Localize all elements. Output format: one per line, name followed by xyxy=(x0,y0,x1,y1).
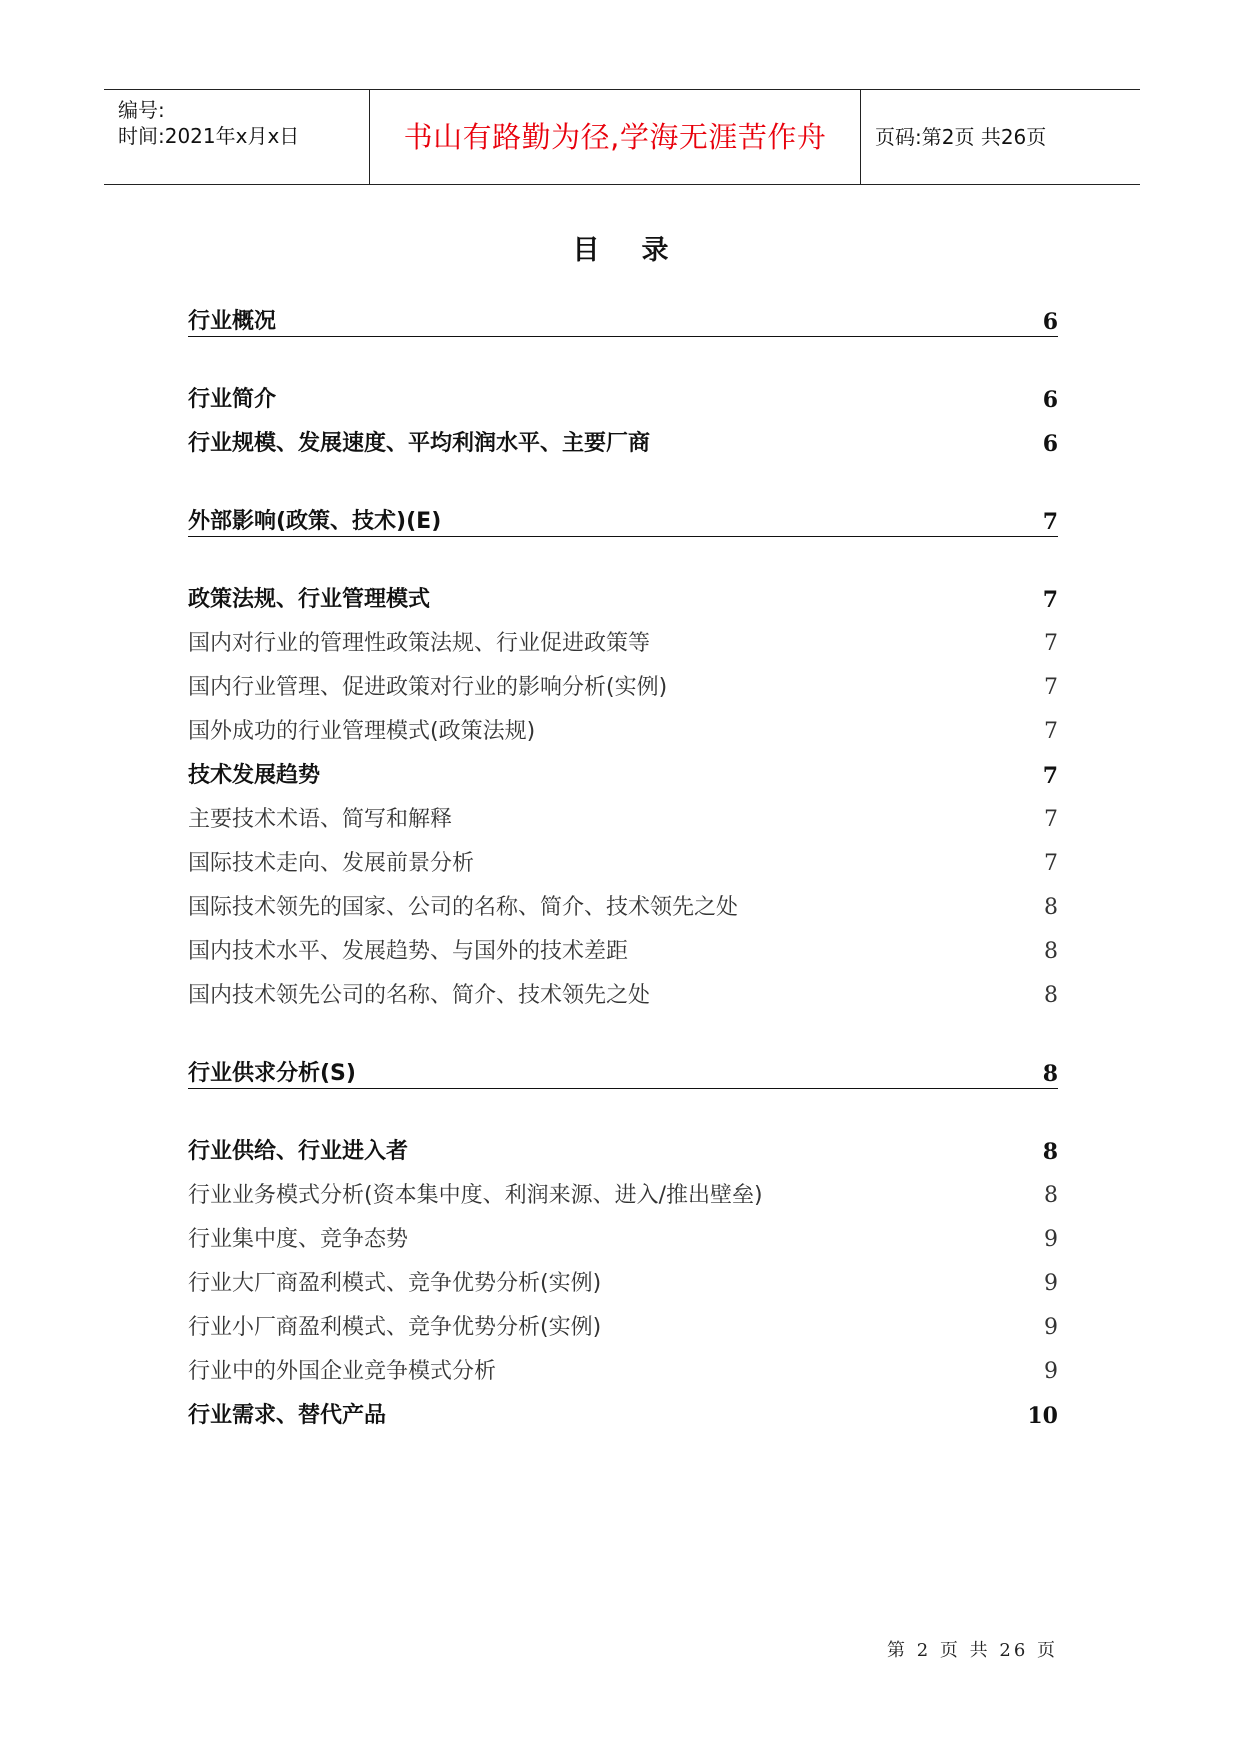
toc-entry-label: 行业需求、替代产品 xyxy=(188,1403,387,1428)
header-motto-cell xyxy=(370,90,861,184)
header-motto: 书山有路勤为径,学海无涯苦作舟 xyxy=(403,120,827,154)
toc-entry-page: 8 xyxy=(1042,1139,1058,1165)
toc-entry-page: 8 xyxy=(1044,895,1058,920)
toc-entry[interactable] xyxy=(188,580,1058,620)
toc-entry-label: 行业规模、发展速度、平均利润水平、主要厂商 xyxy=(188,431,651,456)
toc-entry[interactable] xyxy=(188,756,1058,796)
toc-entry[interactable] xyxy=(188,1396,1058,1436)
toc-entry[interactable] xyxy=(188,844,1058,884)
toc-entry-page: 7 xyxy=(1044,807,1058,832)
toc-entry[interactable] xyxy=(188,1264,1058,1304)
toc-entry-page: 9 xyxy=(1044,1271,1058,1296)
toc-entry-label: 行业供求分析(S) xyxy=(188,1061,356,1086)
toc-entry[interactable] xyxy=(188,424,1058,464)
toc-entry-page: 8 xyxy=(1044,983,1058,1008)
toc-entry[interactable] xyxy=(188,380,1058,420)
toc-entry-label: 行业概况 xyxy=(188,309,277,334)
toc-entry-label: 行业业务模式分析(资本集中度、利润来源、进入/推出壁垒) xyxy=(188,1183,763,1208)
toc-entry-label: 国际技术领先的国家、公司的名称、简介、技术领先之处 xyxy=(188,895,739,920)
toc-entry[interactable] xyxy=(188,712,1058,752)
toc-entry-page: 8 xyxy=(1044,1183,1058,1208)
toc-entry-label: 国内行业管理、促进政策对行业的影响分析(实例) xyxy=(188,675,668,700)
toc-entry[interactable] xyxy=(188,1176,1058,1216)
page-footer: 第 2 页 共 26 页 xyxy=(887,1640,1058,1661)
toc-entry-label: 政策法规、行业管理模式 xyxy=(188,587,431,612)
toc-entry-label: 行业中的外国企业竞争模式分析 xyxy=(188,1359,497,1384)
toc-entry-label: 国内技术水平、发展趋势、与国外的技术差距 xyxy=(188,939,629,964)
toc-entry-label: 行业供给、行业进入者 xyxy=(188,1139,409,1164)
toc-title: 目录 xyxy=(572,235,711,266)
toc-entry-label: 行业集中度、竞争态势 xyxy=(188,1227,409,1252)
toc-entry-page: 9 xyxy=(1044,1227,1058,1252)
toc-entry[interactable] xyxy=(188,1056,1058,1089)
toc-entry-page: 8 xyxy=(1044,939,1058,964)
toc-entry-label: 外部影响(政策、技术)(E) xyxy=(188,509,442,534)
toc-entry[interactable] xyxy=(188,976,1058,1016)
toc-entry-page: 6 xyxy=(1042,431,1058,457)
toc-entry-label: 国外成功的行业管理模式(政策法规) xyxy=(188,719,536,744)
toc-entry[interactable] xyxy=(188,304,1058,337)
toc-entry-label: 行业小厂商盈利模式、竞争优势分析(实例) xyxy=(188,1315,602,1340)
toc-entry-label: 国内对行业的管理性政策法规、行业促进政策等 xyxy=(188,631,651,656)
toc-entry[interactable] xyxy=(188,800,1058,840)
toc-entry-page: 9 xyxy=(1044,1359,1058,1384)
toc-entry-page: 9 xyxy=(1044,1315,1058,1340)
toc-entry-page: 7 xyxy=(1042,587,1058,613)
header-page-cell xyxy=(861,90,1140,184)
toc-entry[interactable] xyxy=(188,1132,1058,1172)
toc-entry[interactable] xyxy=(188,888,1058,928)
toc-entry-page: 8 xyxy=(1042,1061,1058,1087)
toc-entry-page: 10 xyxy=(1027,1403,1058,1429)
document-time-label: 时间:2021年x月x日 xyxy=(118,124,300,148)
toc-entry[interactable] xyxy=(188,1308,1058,1348)
toc-entry[interactable] xyxy=(188,1220,1058,1260)
toc-entry[interactable] xyxy=(188,668,1058,708)
toc-entry-page: 6 xyxy=(1042,387,1058,413)
toc-entry[interactable] xyxy=(188,1352,1058,1392)
toc-entry-label: 技术发展趋势 xyxy=(188,763,321,788)
document-number-label: 编号: xyxy=(118,98,165,122)
toc-entry[interactable] xyxy=(188,932,1058,972)
toc-entry-page: 7 xyxy=(1044,719,1058,744)
toc-entry-page: 6 xyxy=(1042,309,1058,335)
toc-entry-label: 主要技术术语、简写和解释 xyxy=(188,807,453,832)
toc-entry-label: 国际技术走向、发展前景分析 xyxy=(188,851,475,876)
toc-entry[interactable] xyxy=(188,504,1058,537)
header-page-number: 页码:第2页 共26页 xyxy=(875,125,1047,149)
toc-entry-page: 7 xyxy=(1044,675,1058,700)
toc-entry-page: 7 xyxy=(1044,851,1058,876)
toc-entry-label: 行业简介 xyxy=(188,387,277,412)
toc-entry-label: 行业大厂商盈利模式、竞争优势分析(实例) xyxy=(188,1271,602,1296)
toc-entry-page: 7 xyxy=(1042,509,1058,535)
page-header xyxy=(104,89,1140,185)
toc-entry-page: 7 xyxy=(1042,763,1058,789)
toc-entry[interactable] xyxy=(188,624,1058,664)
toc-entry-label: 国内技术领先公司的名称、简介、技术领先之处 xyxy=(188,983,651,1008)
header-info-cell xyxy=(104,90,370,184)
toc-entry-page: 7 xyxy=(1044,631,1058,656)
